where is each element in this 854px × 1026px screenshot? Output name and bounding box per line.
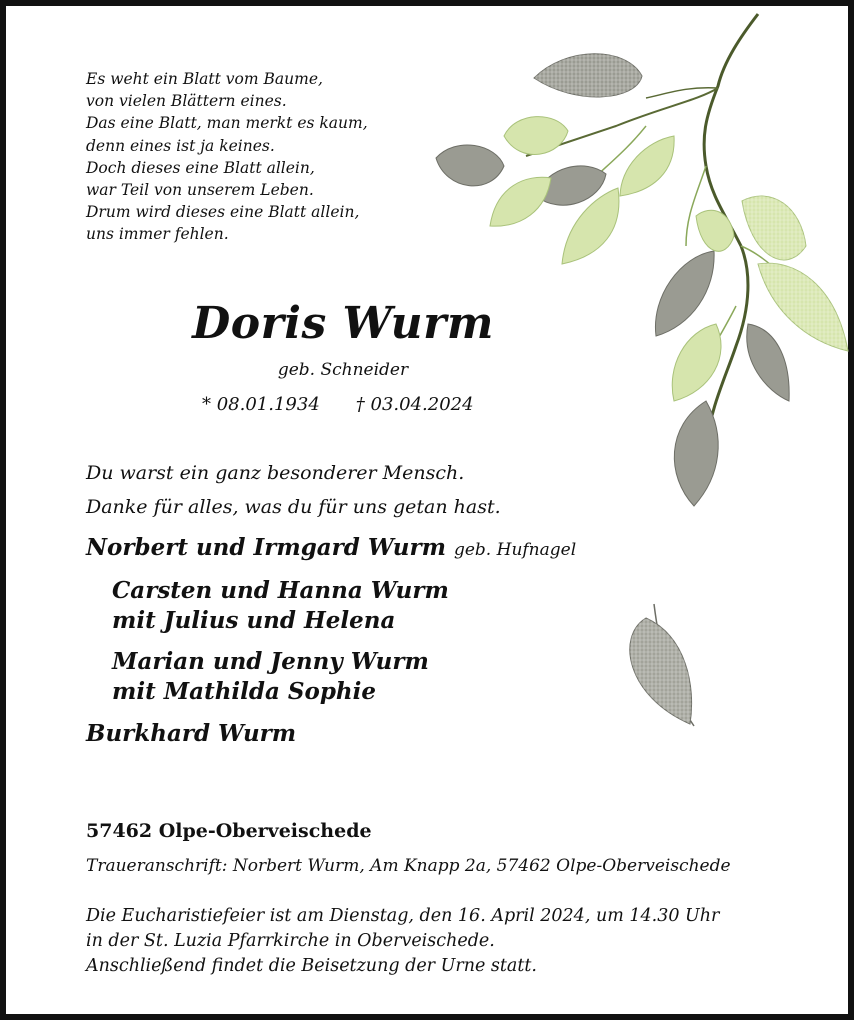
service-info — [86, 904, 719, 979]
poem-line: von vielen Blättern eines. — [86, 92, 287, 111]
family-line: mit Mathilda Sophie — [112, 678, 377, 705]
death-date: † 03.04.2024 — [355, 394, 474, 415]
family-main-name: Norbert und Irmgard Wurm — [86, 534, 446, 561]
poem-line: denn eines ist ja keines. — [86, 136, 275, 155]
service-line: Die Eucharistiefeier ist am Dienstag, den 16. April 2024, um 14.30 Uhr — [86, 906, 720, 926]
deceased-name: Doris Wurm — [192, 298, 494, 349]
place: 57462 Olpe-Oberveischede — [86, 820, 372, 842]
poem-line: uns immer fehlen. — [86, 225, 229, 244]
family-main-maiden: geb. Hufnagel — [453, 540, 577, 560]
family-line: mit Julius und Helena — [112, 607, 396, 634]
poem-line: Doch dieses eine Blatt allein, — [86, 158, 315, 177]
family-line: Carsten und Hanna Wurm — [112, 577, 449, 604]
tribute-text — [86, 456, 501, 524]
family-line: Marian und Jenny Wurm — [112, 648, 429, 675]
poem-line: Es weht ein Blatt vom Baume, — [86, 70, 323, 88]
poem — [86, 68, 446, 246]
life-dates — [202, 394, 474, 415]
deceased-maiden-name: geb. Schneider — [277, 360, 409, 380]
poem-line: Drum wird dieses eine Blatt allein, — [86, 203, 360, 222]
tribute-line: Danke für alles, was du für uns getan hast. — [86, 496, 501, 518]
family-main — [86, 534, 576, 561]
mourning-address: Traueranschrift: Norbert Wurm, Am Knapp 2a, 57462 Olpe-Oberveischede — [86, 856, 731, 876]
service-line: Anschließend findet die Beisetzung der Urne statt. — [86, 956, 537, 976]
poem-line: Das eine Blatt, man merkt es kaum, — [86, 114, 368, 133]
tribute-line: Du warst ein ganz besonderer Mensch. — [86, 462, 465, 484]
birth-date: * 08.01.1934 — [202, 394, 320, 415]
family-group-1 — [112, 576, 449, 636]
family-other: Burkhard Wurm — [86, 720, 297, 747]
poem-line: war Teil von unserem Leben. — [86, 181, 314, 200]
family-group-2 — [112, 647, 429, 707]
service-line: in der St. Luzia Pfarrkirche in Oberveischede. — [86, 931, 495, 951]
